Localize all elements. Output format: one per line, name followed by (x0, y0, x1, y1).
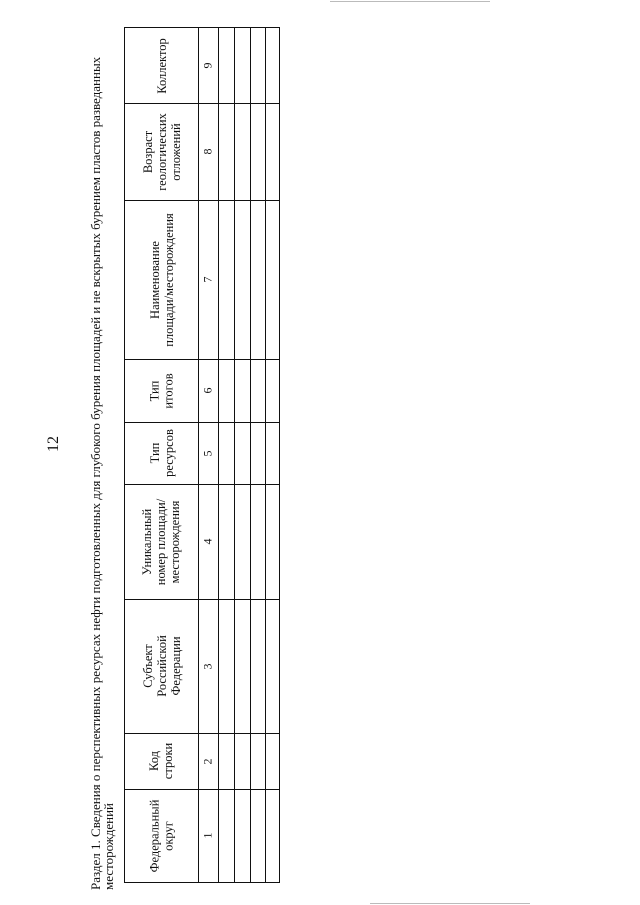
column-header-geological-age: Возраст геологических отложений (140, 112, 183, 191)
column-number: 2 (200, 758, 215, 764)
column-header-collector: Коллектор (154, 37, 169, 94)
scan-edge-line-top (330, 1, 490, 2)
column-number: 9 (200, 62, 215, 69)
table-row-divider (250, 28, 251, 882)
column-header-row-code: Код строки (147, 742, 176, 780)
column-header-federal-subject: Субъект Российской Федерации (140, 635, 183, 697)
column-header-resource-type: Тип ресурсов (147, 429, 176, 477)
column-number: 6 (200, 387, 215, 394)
section-title-line-2: месторождений (101, 802, 116, 890)
column-number: 3 (200, 663, 215, 669)
column-number: 1 (200, 832, 215, 839)
column-header-area-name: Наименование площади/месторождения (147, 212, 176, 347)
column-header-unique-number: Уникальный номер площади/ месторождения (140, 498, 183, 585)
table-row-divider (265, 28, 266, 882)
column-number: 4 (200, 538, 215, 545)
column-number: 7 (200, 276, 215, 283)
table-number-row-divider (218, 28, 219, 882)
column-header-federal-district: Федеральный округ (147, 799, 176, 872)
page-number: 12 (45, 436, 62, 452)
column-number: 8 (200, 148, 215, 155)
data-table (124, 27, 280, 883)
section-title-line-1: Раздел 1. Сведения о перспективных ресурсах нефти подготовленных для глубокого бурения площадей и не вскрытых бурением пластов разведанных (88, 56, 103, 890)
scan-edge-line-bottom (370, 903, 530, 904)
table-row-divider (234, 28, 235, 882)
column-number: 5 (200, 450, 215, 456)
column-header-total-type: Тип итогов (147, 372, 176, 409)
